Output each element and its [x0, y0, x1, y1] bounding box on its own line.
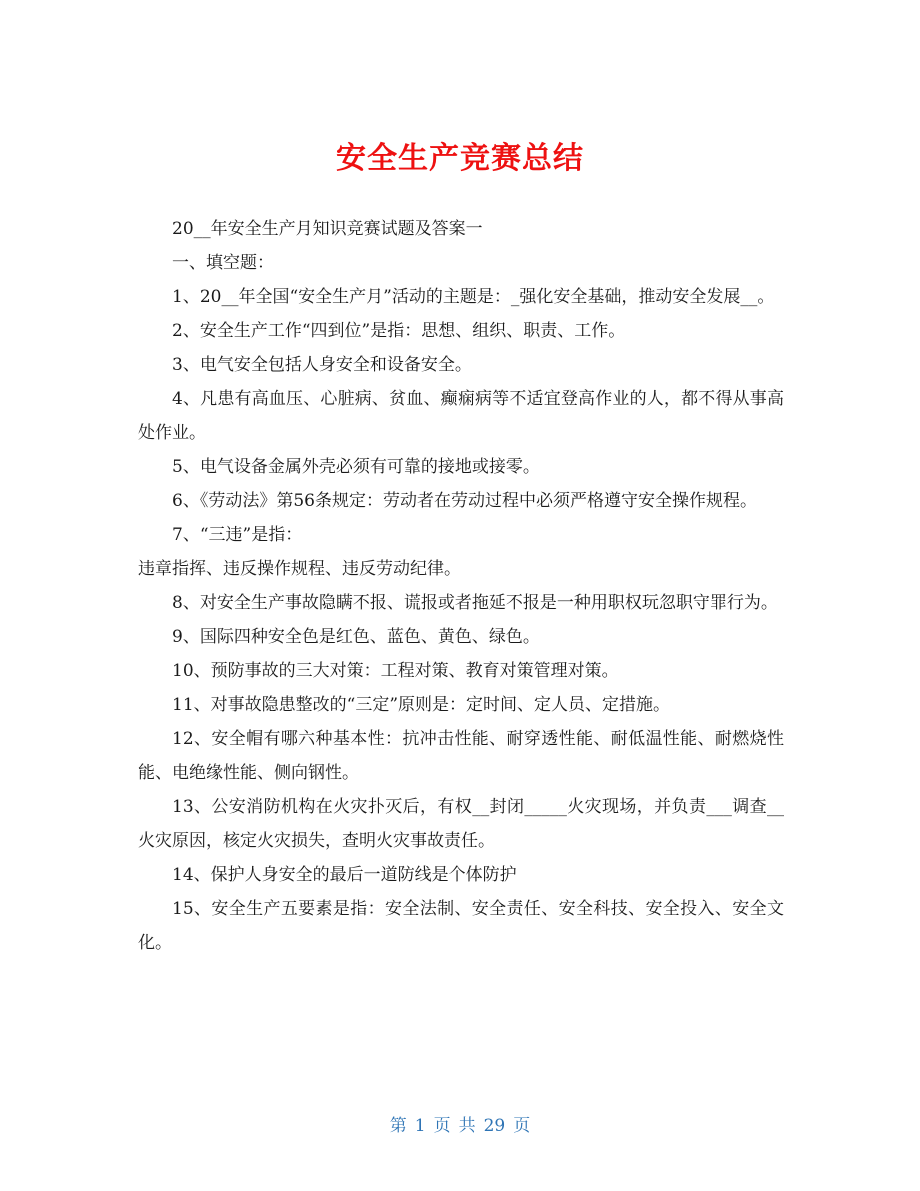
- paragraph: 1、20__年全国“安全生产月”活动的主题是：_强化安全基础，推动安全发展__。: [172, 287, 775, 307]
- paragraph: 一、填空题：: [172, 253, 274, 273]
- paragraph: 6、《劳动法》第56条规定：劳动者在劳动过程中必须严格遵守安全操作规程。: [172, 491, 757, 511]
- paragraph: 违章指挥、违反操作规程、违反劳动纪律。: [138, 559, 461, 579]
- paragraph: 5、电气设备金属外壳必须有可靠的接地或接零。: [172, 457, 540, 477]
- document-body: [138, 212, 784, 960]
- paragraph: 13、公安消防机构在火灾扑灭后，有权__封闭_____火灾现场，并负责___调查__火灾原因，核定火灾损失，查明火灾事故责任。: [138, 797, 784, 851]
- paragraph: 15、安全生产五要素是指：安全法制、安全责任、安全科技、安全投入、安全文化。: [138, 899, 784, 953]
- paragraph: 12、安全帽有哪六种基本性：抗冲击性能、耐穿透性能、耐低温性能、耐燃烧性能、电绝缘性能、侧向钢性。: [138, 729, 784, 783]
- footer-prefix: 第: [389, 1116, 407, 1136]
- paragraph: 11、对事故隐患整改的“三定”原则是：定时间、定人员、定措施。: [172, 695, 671, 715]
- footer-page-label: 页: [433, 1116, 451, 1136]
- total-pages-number: 29: [483, 1116, 506, 1136]
- paragraph: 2、安全生产工作“四到位”是指：思想、组织、职责、工作。: [172, 321, 626, 341]
- paragraph: 7、“三违”是指：: [172, 525, 303, 545]
- page-footer: [0, 1112, 920, 1140]
- current-page-number: 1: [414, 1116, 426, 1136]
- paragraph: 14、保护人身安全的最后一道防线是个体防护: [172, 865, 517, 885]
- footer-suffix: 页: [513, 1116, 531, 1136]
- paragraph: 9、国际四种安全色是红色、蓝色、黄色、绿色。: [172, 627, 540, 647]
- paragraph: 20__年安全生产月知识竞赛试题及答案一: [172, 219, 483, 239]
- page-title: 安全生产竞赛总结: [336, 141, 584, 177]
- footer-total-label: 共: [458, 1116, 476, 1136]
- paragraph: 8、对安全生产事故隐瞒不报、谎报或者拖延不报是一种用职权玩忽职守罪行为。: [172, 593, 778, 613]
- paragraph: 3、电气安全包括人身安全和设备安全。: [172, 355, 472, 375]
- paragraph: 4、凡患有高血压、心脏病、贫血、癫痫病等不适宜登高作业的人，都不得从事高处作业。: [138, 389, 784, 443]
- paragraph: 10、预防事故的三大对策：工程对策、教育对策管理对策。: [172, 661, 619, 681]
